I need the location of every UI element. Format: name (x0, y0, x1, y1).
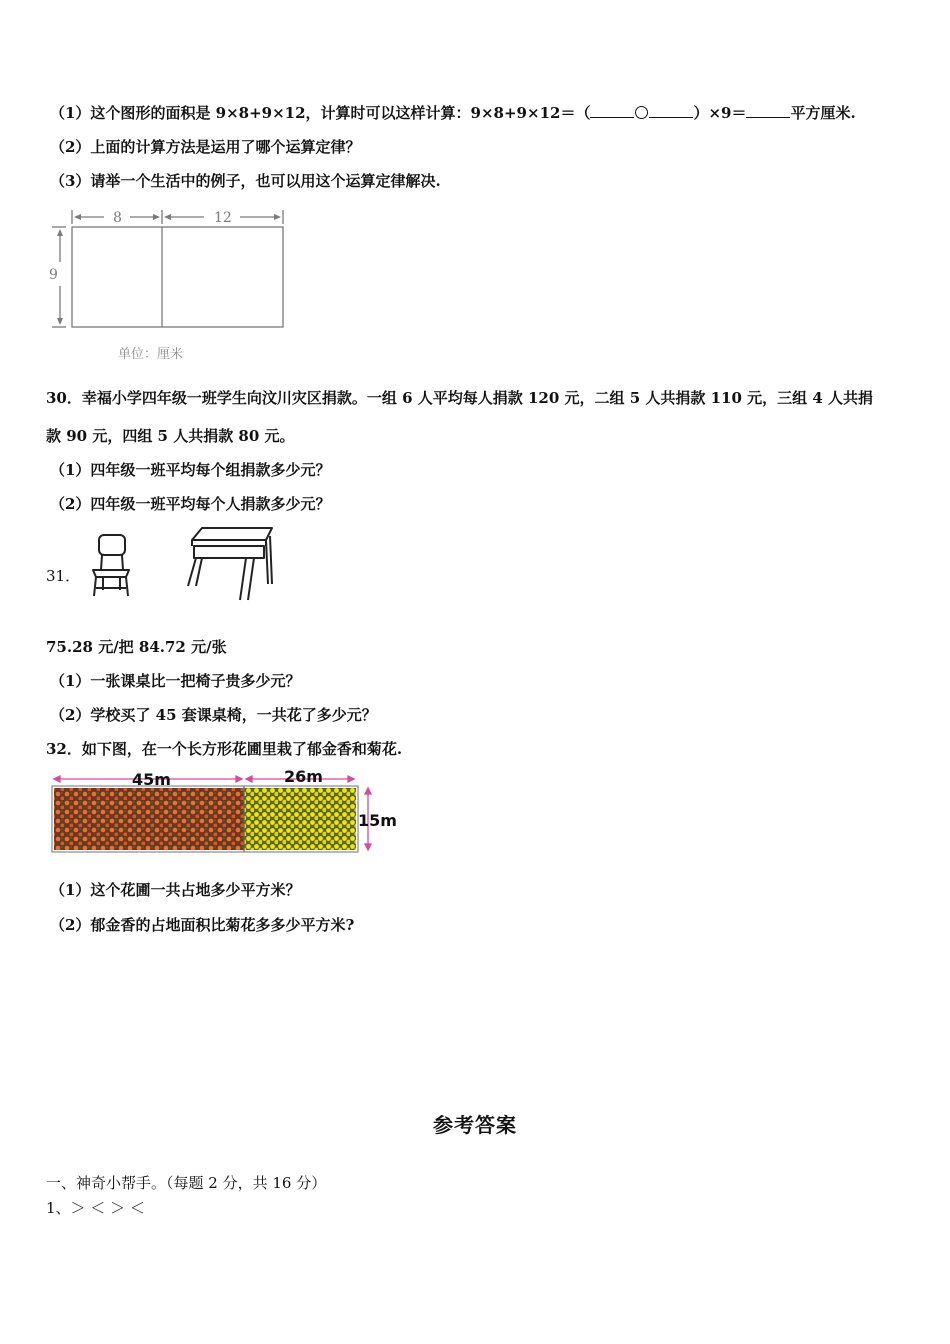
q30-part2: （2）四年级一班平均每个人捐款多少元？ (50, 495, 331, 513)
blank-operand-1[interactable] (590, 103, 634, 118)
blank-area-result[interactable] (746, 103, 790, 118)
q31-number: 31． (46, 567, 81, 585)
q30-stem-line2: 款 90 元，四组 5 人共捐款 80 元。 (46, 427, 295, 445)
dimension-label-8: 8 (113, 210, 122, 226)
flower-bed-figure (46, 764, 406, 856)
q29-part3: （3）请举一个生活中的例子，也可以用这个运算定律解决. (50, 172, 441, 190)
answer-section-1-heading: 一、神奇小帮手。（每题 2 分，共 16 分） (46, 1174, 327, 1192)
desk-image (184, 524, 276, 604)
operator-circle[interactable] (635, 106, 648, 119)
tulip-area (54, 788, 244, 850)
q32-part1: （1）这个花圃一共占地多少平方米？ (50, 881, 301, 899)
q29-part1: （1）这个图形的面积是 9×8+9×12，计算时可以这样计算：9×8+9×12＝（ ）×9＝ 平方厘米. (50, 104, 856, 122)
rectangle-figure (44, 206, 304, 366)
answer-1: 1、＞ ＜ ＞ ＜ (46, 1199, 145, 1217)
q32-stem: 32．如下图，在一个长方形花圃里栽了郁金香和菊花. (46, 740, 403, 758)
length-label-45m: 45m (132, 770, 171, 789)
answer-section-title: 参考答案 (433, 1113, 517, 1137)
q30-part1: （1）四年级一班平均每个组捐款多少元？ (50, 461, 331, 479)
q31-part1: （1）一张课桌比一把椅子贵多少元？ (50, 672, 301, 690)
rectangle-outline (72, 227, 283, 327)
dimension-label-12: 12 (214, 210, 232, 226)
dimension-label-9: 9 (49, 267, 58, 283)
q32-part2: （2）郁金香的占地面积比菊花多多少平方米? (50, 916, 355, 934)
chair-image (88, 532, 134, 600)
blank-operand-2[interactable] (649, 103, 693, 118)
q30-stem-line1: 30．幸福小学四年级一班学生向汶川灾区捐款。一组 6 人平均每人捐款 120 元，二组 5 人共捐款 110 元，三组 4 人共捐 (46, 389, 874, 407)
height-label-15m: 15m (358, 811, 397, 830)
chrysanthemum-area (244, 788, 356, 850)
unit-label: 单位：厘米 (118, 347, 184, 362)
q29-part2: （2）上面的计算方法是运用了哪个运算定律？ (50, 138, 361, 156)
q31-prices: 75.28 元/把 84.72 元/张 (46, 638, 227, 656)
q31-part2: （2）学校买了 45 套课桌椅，一共花了多少元？ (50, 706, 377, 724)
length-label-26m: 26m (284, 767, 323, 786)
